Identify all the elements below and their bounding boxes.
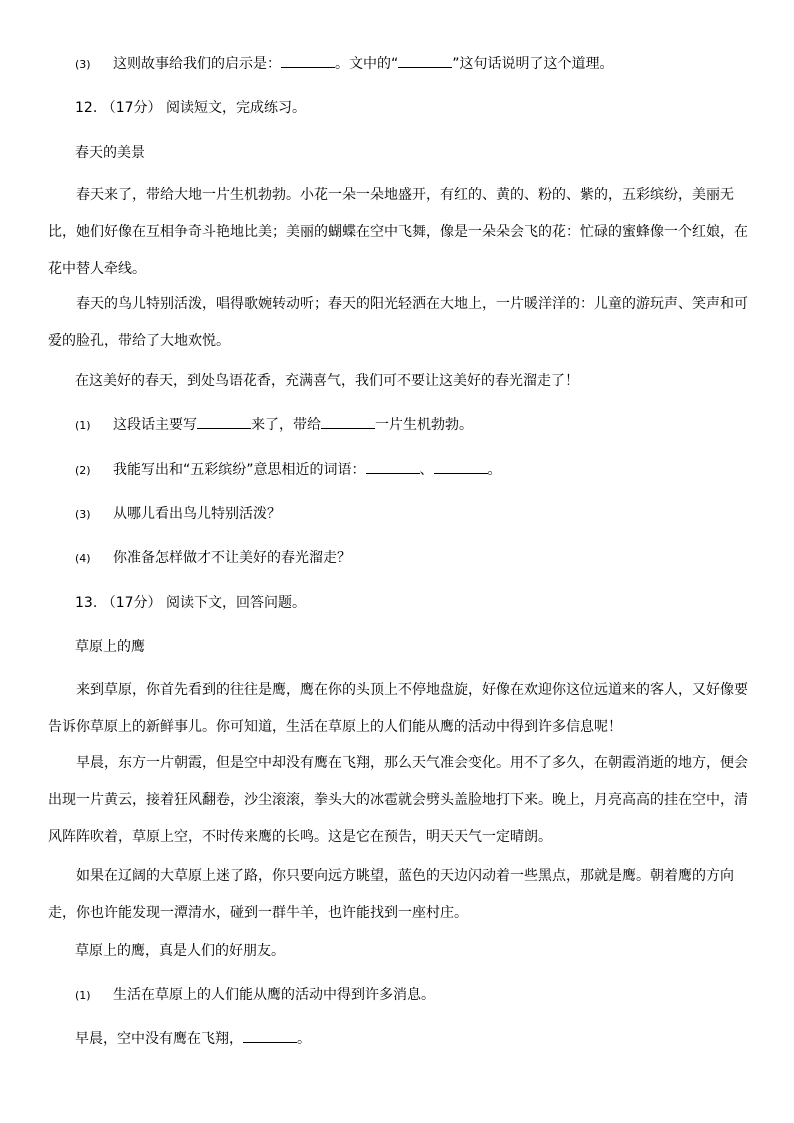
question-text: ”这句话说明了这个道理。 [452,56,614,72]
answer-blank[interactable] [197,416,251,429]
question-number: (1) [75,989,91,1002]
question-line [75,55,614,74]
passage-paragraph: 如果在辽阔的大草原上迷了路，你只要向远方眺望，蓝色的天边闪动着一些黑点，那就是鹰。朝着鹰的方向走，你也许能发现一潭清水，碰到一群牛羊，也许能找到一座村庄。 [48,868,734,921]
answer-blank[interactable] [321,416,375,429]
answer-blank[interactable] [366,461,420,474]
question-header: 13. （17分） 阅读下文，回答问题。 [75,595,306,611]
question-text: 我能写出和“五彩缤纷”意思相近的词语： [113,462,366,478]
question-text: 从哪儿看出鸟儿特别活泼？ [113,506,281,522]
question-text: 。 [487,462,502,478]
passage-title: 草原上的鹰 [75,639,145,655]
passage-paragraph: 春天来了，带给大地一片生机勃勃。小花一朵一朵地盛开，有红的、黄的、粉的、紫的，五彩缤纷，美丽无比，她们好像在互相争奇斗艳地比美；美丽的蝴蝶在空中飞舞，像是一朵朵会飞的花：忙碌的蜜蜂像一个红娘，在花中替人牵线。 [48,187,748,277]
passage-paragraph: 来到草原，你首先看到的往往是鹰，鹰在你的头顶上不停地盘旋，好像在欢迎你这位远道来的客人，又好像要告诉你草原上的新鲜事儿。你可知道，生活在草原上的人们能从鹰的活动中得到许多信息呢！ [48,682,748,735]
question-number: (3) [75,508,91,521]
passage-paragraph: 早晨，东方一片朝霞，但是空中却没有鹰在飞翔，那么天气准会变化。用不了多久，在朝霞消逝的地方，便会出现一片黄云，接着狂风翻卷，沙尘滚滚，拳头大的冰雹就会劈头盖脸地打下来。晚上，月亮高高的挂在空中，清风阵阵吹着，草原上空，不时传来鹰的长鸣。这是它在预告，明天天气一定晴朗。 [48,755,748,845]
question-text: 来了，带给 [251,417,321,433]
sub-question-line [75,1030,311,1048]
question-text: 早晨，空中没有鹰在飞翔， [75,1031,243,1047]
answer-blank[interactable] [243,1030,297,1043]
answer-blank[interactable] [281,55,335,68]
passage-title: 春天的美景 [75,145,145,161]
question-number: (2) [75,464,91,477]
question-text: 这则故事给我们的启示是： [113,56,281,72]
question-text: 你准备怎样做才不让美好的春光溜走？ [113,550,351,566]
question-number: (4) [75,552,91,565]
question-text: 。文中的“ [335,56,399,72]
question-text: 、 [419,462,434,478]
question-text: 这段话主要写 [113,417,197,433]
sub-question [75,549,351,568]
passage-paragraph: 春天的鸟儿特别活泼，唱得歌婉转动听；春天的阳光轻洒在大地上，一片暖洋洋的：儿童的游玩声、笑声和可爱的脸孔，带给了大地欢悦。 [48,296,748,349]
passage-paragraph: 草原上的鹰，真是人们的好朋友。 [75,943,285,959]
question-text: 。 [297,1031,311,1047]
question-header: 12. （17分） 阅读短文，完成练习。 [75,100,306,116]
passage-paragraph: 在这美好的春天，到处鸟语花香，充满喜气，我们可不要让这美好的春光溜走了！ [75,373,579,389]
sub-question [75,505,281,524]
question-text: 生活在草原上的人们能从鹰的活动中得到许多消息。 [113,987,435,1003]
question-number: (1) [75,419,91,432]
sub-question [75,416,473,435]
sub-question [75,461,502,480]
question-number: (3) [75,58,91,71]
answer-blank[interactable] [434,461,488,474]
sub-question [75,986,435,1005]
question-text: 一片生机勃勃。 [375,417,473,433]
answer-blank[interactable] [398,55,452,68]
